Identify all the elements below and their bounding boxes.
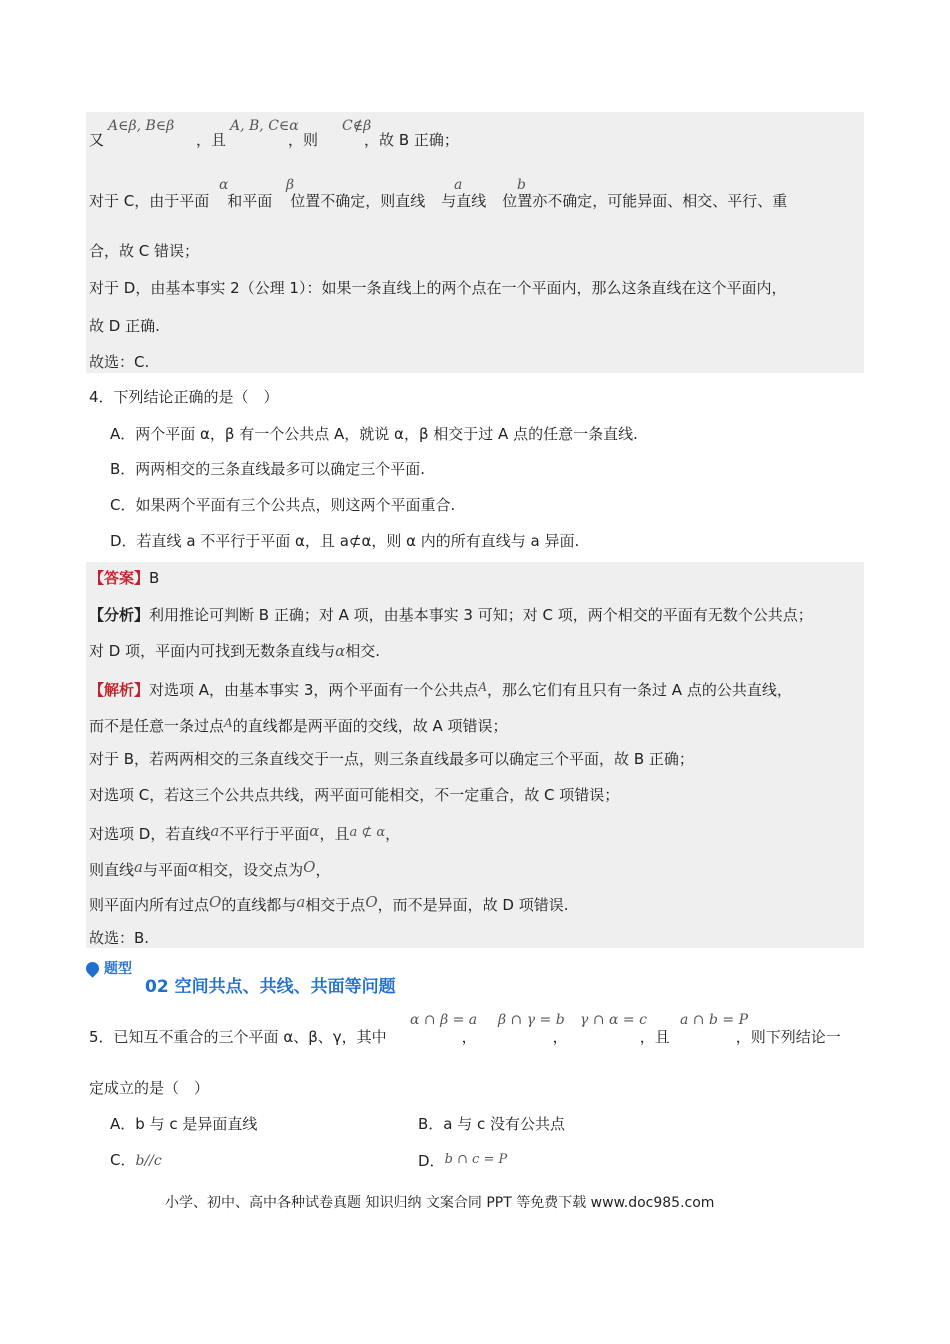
- solution-line1: 【解析】对选项 A，由基本事实 3，两个平面有一个公共点$^A$，那么它们有且只有一条过 A 点的公共直线，: [89, 680, 792, 699]
- location-pin-icon: [83, 959, 101, 977]
- q4-option-c: C．如果两个平面有三个公共点，则这两个平面重合.: [110, 496, 456, 514]
- footer-text: 小学、初中、高中各种试卷真题 知识归纳 文案合同 PPT 等免费下载 www.doc985.com: [165, 1195, 715, 1211]
- q4-stem: 4．下列结论正确的是（ ）: [89, 388, 279, 406]
- math-a-b-in-beta: A∈β, B∈β: [108, 118, 175, 134]
- solution-line8: 故选：B.: [89, 929, 150, 947]
- solution-line5: 对选项 D，若直线a不平行于平面α，且a ⊄ α，: [89, 822, 401, 843]
- sol1-line6: 故选：C.: [89, 353, 150, 371]
- q5-option-c: C．b//c: [110, 1151, 162, 1169]
- solution-line2: 而不是任意一条过点$^A$的直线都是两平面的交线，故 A 项错误；: [89, 716, 508, 735]
- math-beta: β: [286, 177, 295, 193]
- math-a-cap-b: a ∩ b = P: [680, 1012, 748, 1028]
- sol1-line3: 合，故 C 错误；: [89, 242, 200, 260]
- q4-option-b: B．两两相交的三条直线最多可以确定三个平面.: [110, 460, 426, 478]
- q5-option-d: D．b ∩ c = P: [418, 1152, 508, 1170]
- q4-option-a: A．两个平面 α，β 有一个公共点 A，就说 α，β 相交于过 A 点的任意一条直线.: [110, 425, 638, 443]
- sol1-line5: 故 D 正确.: [89, 317, 160, 335]
- solution-line6: 则直线a与平面α相交，设交点为O，: [89, 858, 331, 879]
- q5-stem-line1: 5．已知互不重合的三个平面 α、β、γ，其中 ， ， ，且 ，则下列结论一: [89, 1028, 841, 1046]
- section-title: 02 空间共点、共线、共面等问题: [145, 977, 396, 997]
- math-alpha-cap-beta: α ∩ β = a: [410, 1012, 478, 1028]
- answer-line: 【答案】B: [89, 569, 160, 587]
- math-line-b: b: [517, 177, 526, 193]
- solution-block-1: [86, 112, 864, 373]
- section-tag: 题型: [104, 961, 132, 977]
- solution-line7: 则平面内所有过点O的直线都与a相交于点O，而不是异面，故 D 项错误.: [89, 893, 569, 914]
- math-beta-cap-gamma: β ∩ γ = b: [498, 1012, 565, 1028]
- q5-option-b: B．a 与 c 没有公共点: [418, 1115, 566, 1133]
- q5-option-a: A．b 与 c 是异面直线: [110, 1115, 258, 1133]
- sol1-line4: 对于 D，由基本事实 2（公理 1）：如果一条直线上的两个点在一个平面内，那么这条直线在这个平面内，: [89, 279, 787, 297]
- math-line-a: a: [454, 177, 463, 193]
- solution-line3: 对于 B，若两两相交的三条直线交于一点，则三条直线最多可以确定三个平面，故 B 正确；: [89, 750, 694, 768]
- math-abc-in-alpha: A, B, C∈α: [230, 118, 299, 134]
- sol1-line2: 对于 C，由于平面 和平面 位置不确定，则直线 与直线 位置亦不确定，可能异面、相交、平行、重: [89, 192, 788, 210]
- analysis-line2: 对 D 项，平面内可找到无数条直线与α相交.: [89, 642, 381, 660]
- analysis-line1: 【分析】利用推论可判断 B 正确；对 A 项，由基本事实 3 可知；对 C 项，两个相交的平面有无数个公共点；: [89, 606, 813, 624]
- math-gamma-cap-alpha: γ ∩ α = c: [580, 1012, 647, 1028]
- sol1-line1: 又 ，且 ，则 ，故 B 正确；: [89, 131, 459, 149]
- solution-line4: 对选项 C，若这三个公共点共线，两平面可能相交，不一定重合，故 C 项错误；: [89, 786, 620, 804]
- math-alpha: α: [219, 177, 229, 193]
- q5-stem-line2: 定成立的是（ ）: [89, 1079, 210, 1097]
- q4-option-d: D．若直线 a 不平行于平面 α，且 a⊄α，则 α 内的所有直线与 a 异面.: [110, 532, 580, 550]
- math-c-notin-beta: C∉β: [342, 118, 372, 134]
